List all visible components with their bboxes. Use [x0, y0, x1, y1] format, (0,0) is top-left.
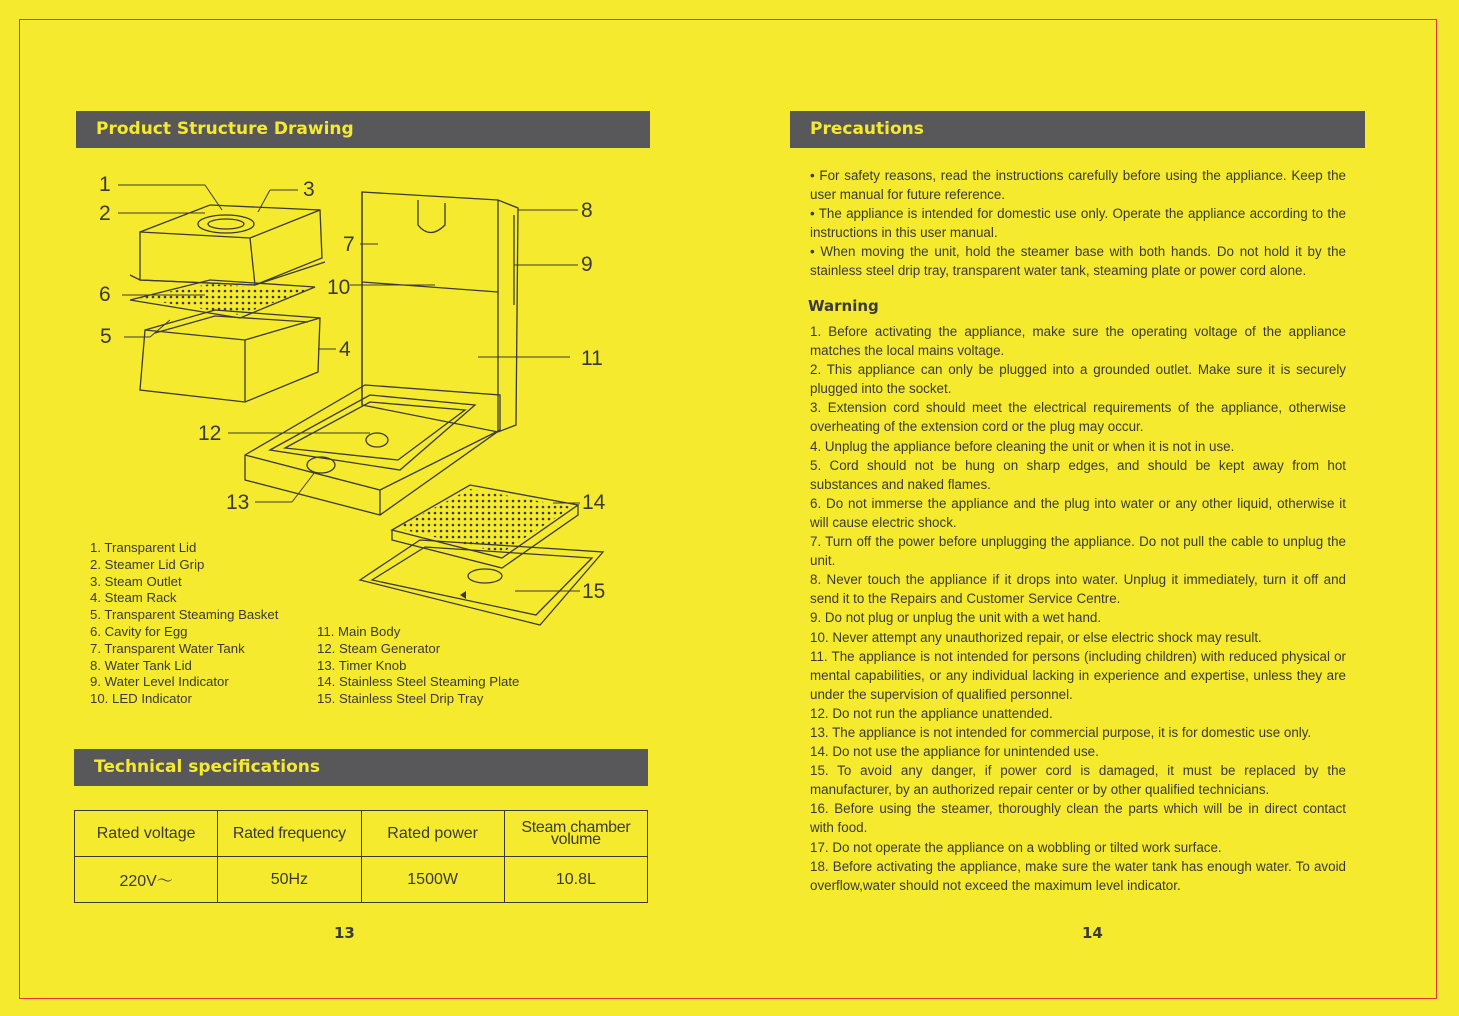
callout-5: 5 [100, 325, 112, 348]
callout-1: 1 [99, 173, 111, 196]
warning-item: 18. Before activating the appliance, make sure the water tank has enough water. To avoid overflow,water should not exceed the maximum level indicator. [810, 858, 1346, 893]
legend-column-1 [90, 540, 278, 708]
warning-item: 14. Do not use the appliance for unintended use. [810, 744, 1099, 760]
warning-item: 13. The appliance is not intended for commercial purpose, it is for domestic use only. [810, 724, 1312, 740]
spec-value-frequency: 50Hz [218, 857, 361, 903]
callout-12: 12 [198, 422, 222, 445]
legend-item: 14. Stainless Steel Steaming Plate [317, 674, 520, 690]
callout-8: 8 [581, 199, 593, 222]
warning-item: 15. To avoid any danger, if power cord is damaged, it must be replaced by the manufacturer, by an authorized repair center or by other qualified technicians. [810, 763, 1346, 798]
precautions-title: Precautions [810, 119, 924, 139]
spec-header-volume: Steam chamber volume [504, 811, 647, 857]
warning-item: 7. Turn off the power before unplugging the appliance. Do not pull the cable to unplug the unit. [810, 534, 1346, 569]
legend-item: 15. Stainless Steel Drip Tray [317, 691, 484, 707]
spec-title: Technical specifications [94, 757, 320, 777]
warning-item: 8. Never touch the appliance if it drops into water. Unplug it immediately, turn it off and send it to the Repairs and Customer Service Centre. [810, 572, 1346, 607]
callout-13: 13 [226, 491, 250, 514]
steaming-basket-drawing [140, 310, 320, 402]
callout-3: 3 [303, 178, 315, 201]
warning-item: 16. Before using the steamer, thoroughly clean the parts which will be in direct contact with food. [810, 801, 1346, 836]
page-number-left: 13 [334, 924, 355, 942]
legend-item: 13. Timer Knob [317, 657, 407, 673]
warning-item: 6. Do not immerse the appliance and the plug into water or any other liquid, otherwise it will cause electric shock. [810, 495, 1346, 530]
legend-item: 9. Water Level Indicator [90, 674, 229, 690]
warning-item: 3. Extension cord should meet the electrical requirements of the appliance, otherwise overheating of the extension cord or the plug may occur. [810, 400, 1346, 435]
precaution-item: • When moving the unit, hold the steamer base with both hands. Do not hold it by the stainless steel drip tray, transparent water tank, steaming plate or power cord alone. [810, 244, 1346, 279]
transparent-lid-drawing [130, 205, 325, 285]
precaution-item: • For safety reasons, read the instructions carefully before using the appliance. Keep the user manual for future reference. [810, 168, 1346, 203]
precautions-title-bar [790, 111, 1365, 148]
spec-value-power: 1500W [361, 857, 504, 903]
spec-header-power: Rated power [361, 811, 504, 857]
warning-item: 2. This appliance can only be plugged into a grounded outlet. Make sure it is securely plugged into the socket. [810, 362, 1346, 397]
warning-item: 17. Do not operate the appliance on a wobbling or tilted work surface. [810, 839, 1222, 855]
warning-item: 5. Cord should not be hung on sharp edges, and should be kept away from hot substances and naked flames. [810, 457, 1346, 492]
warning-item: 4. Unplug the appliance before cleaning the unit or when it is not in use. [810, 438, 1235, 454]
warning-item: 1. Before activating the appliance, make sure the operating voltage of the appliance matches the local mains voltage. [810, 324, 1346, 359]
callout-6: 6 [99, 283, 111, 306]
warning-title: Warning [808, 297, 879, 315]
callout-9: 9 [581, 253, 593, 276]
legend-item: 3. Steam Outlet [90, 573, 182, 589]
spec-header-row [75, 811, 648, 857]
rack-dots [135, 284, 308, 315]
warning-item: 9. Do not plug or unplug the unit with a wet hand. [810, 610, 1102, 626]
warning-item: 12. Do not run the appliance unattended. [810, 705, 1053, 721]
legend-item: 10. LED Indicator [90, 691, 192, 707]
precaution-item: • The appliance is intended for domestic use only. Operate the appliance according to the instructions in this user manual. [810, 206, 1346, 241]
spec-value-voltage: 220V～ [75, 857, 218, 903]
callout-10: 10 [327, 276, 351, 299]
legend-column-2 [317, 624, 519, 708]
spec-header-voltage: Rated voltage [75, 811, 218, 857]
spec-value-volume: 10.8L [504, 857, 647, 903]
structure-title: Product Structure Drawing [96, 119, 354, 139]
legend-item: 8. Water Tank Lid [90, 657, 192, 673]
legend-item: 5. Transparent Steaming Basket [90, 607, 279, 623]
callout-2: 2 [99, 202, 111, 225]
page-number-right: 14 [1082, 924, 1103, 942]
structure-title-bar [76, 111, 650, 148]
callout-14: 14 [582, 491, 606, 514]
callout-15: 15 [582, 580, 606, 603]
spec-value-row [75, 857, 648, 903]
callout-4: 4 [339, 338, 351, 361]
legend-item: 2. Steamer Lid Grip [90, 556, 205, 572]
legend-item: 6. Cavity for Egg [90, 623, 188, 639]
precautions-list [810, 166, 1346, 281]
warnings-list [810, 322, 1346, 895]
spec-header-frequency: Rated frequency [218, 811, 361, 857]
callout-11: 11 [581, 347, 603, 370]
legend-item: 1. Transparent Lid [90, 540, 197, 555]
warning-item: 11. The appliance is not intended for persons (including children) with reduced physical or mental capabilities, or any individual lacking in experience and expertise, unless they are under the supervision of qualified personnel. [810, 648, 1346, 702]
spec-table [74, 810, 648, 903]
legend-item: 11. Main Body [317, 624, 401, 639]
legend-item: 12. Steam Generator [317, 640, 441, 656]
warning-item: 10. Never attempt any unauthorized repair, or else electric shock may result. [810, 629, 1262, 645]
legend-item: 4. Steam Rack [90, 590, 177, 606]
callout-7: 7 [343, 233, 355, 256]
spec-title-bar [74, 749, 648, 786]
legend-item: 7. Transparent Water Tank [90, 640, 245, 656]
